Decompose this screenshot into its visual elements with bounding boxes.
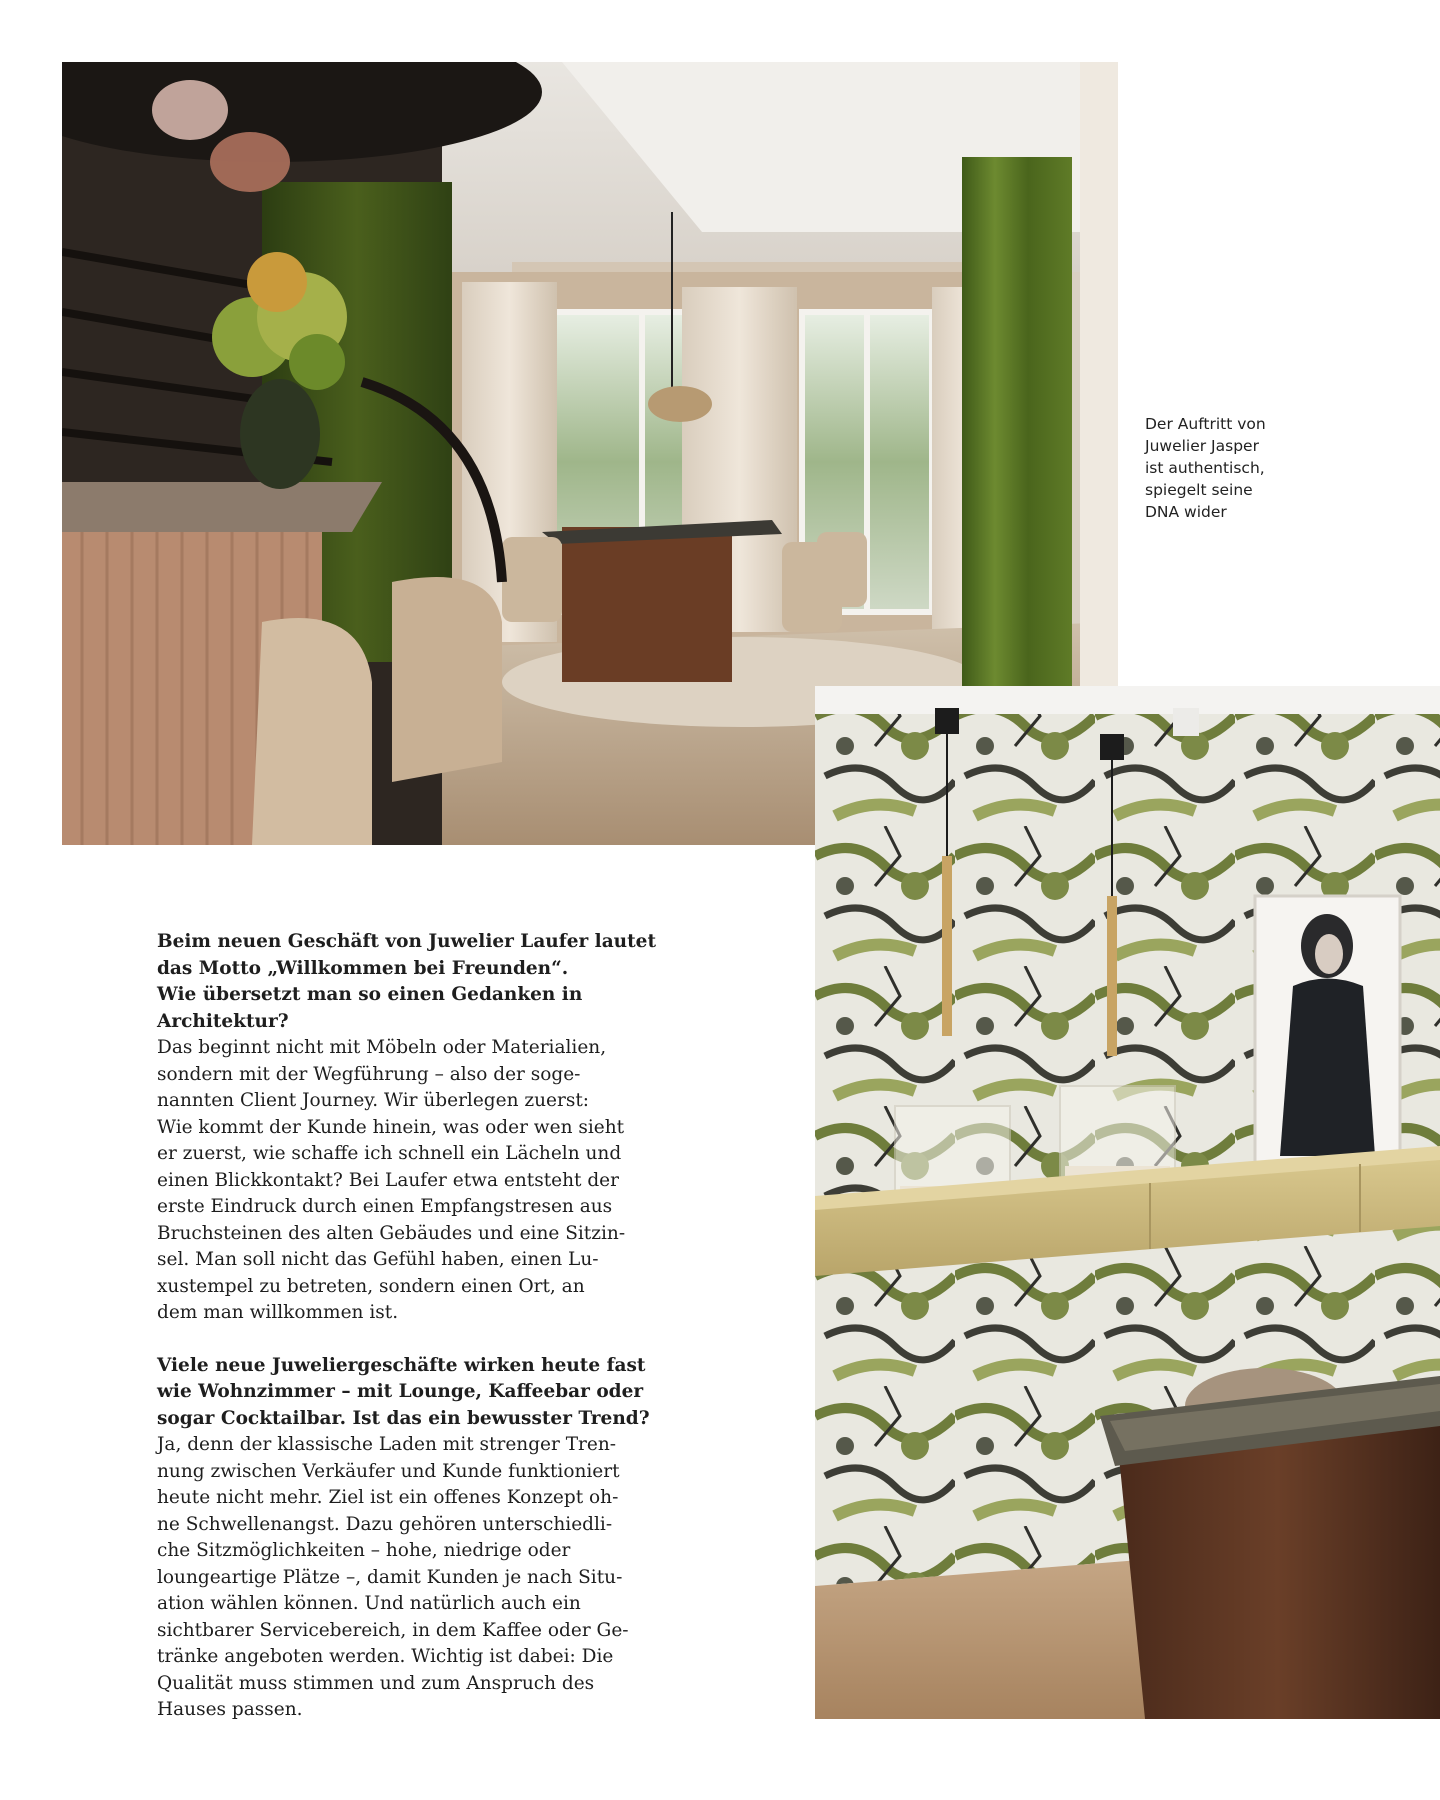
answer-line: Ja, denn der klassische Laden mit strenger Tren-: [157, 1434, 617, 1455]
question-line: Viele neue Juweliergeschäfte wirken heute fast: [157, 1354, 646, 1376]
answer-line: Hauses passen.: [157, 1699, 303, 1720]
answer-line: loungeartige Plätze –, damit Kunden je nach Situ-: [157, 1566, 623, 1588]
question-line: wie Wohnzimmer – mit Lounge, Kaffeebar oder: [157, 1381, 644, 1402]
interior-photo-marble-wall: [815, 686, 1440, 1719]
photo-caption: [1145, 413, 1295, 523]
caption-line: Der Auftritt von: [1145, 415, 1266, 433]
interview-article: [157, 929, 656, 1724]
paragraph-gap: [157, 1327, 627, 1353]
answer-line: Qualität muss stimmen und zum Anspruch des: [157, 1672, 595, 1694]
answer-line: nannten Client Journey. Wir überlegen zuerst:: [157, 1090, 589, 1111]
answer-line: Wie kommt der Kunde hinein, was oder wen sieht: [157, 1116, 625, 1138]
answer-line: er zuerst, wie schaffe ich schnell ein Lächeln und: [157, 1143, 622, 1164]
answer-line: sel. Man soll nicht das Gefühl haben, einen Lu-: [157, 1249, 599, 1270]
caption-line: DNA wider: [1145, 503, 1227, 521]
question-line: das Motto „Willkommen bei Freunden“.: [157, 957, 569, 979]
caption-line: Juwelier Jasper: [1145, 437, 1259, 455]
question-line: Architektur?: [157, 1010, 289, 1032]
answer-line: che Sitzmöglichkeiten – hohe, niedrige oder: [157, 1540, 571, 1561]
answer-line: xustempel zu betreten, sondern einen Ort, an: [157, 1275, 585, 1297]
question-1: [157, 929, 656, 1035]
answer-line: ation wählen können. Und natürlich auch ein: [157, 1593, 581, 1614]
question-2: [157, 1353, 650, 1433]
answer-line: heute nicht mehr. Ziel ist ein offenes Konzept oh-: [157, 1487, 619, 1508]
answer-line: einen Blickkontakt? Bei Laufer etwa entsteht der: [157, 1169, 619, 1191]
answer-line: tränke angeboten werden. Wichtig ist dabei: Die: [157, 1646, 614, 1667]
answer-line: sichtbarer Servicebereich, in dem Kaffee oder Ge-: [157, 1619, 629, 1641]
question-line: Beim neuen Geschäft von Juwelier Laufer lautet: [157, 931, 656, 952]
caption-line: ist authentisch,: [1145, 459, 1265, 477]
answer-line: sondern mit der Wegführung – also der soge-: [157, 1063, 581, 1085]
answer-line: Das beginnt nicht mit Möbeln oder Materialien,: [157, 1037, 607, 1058]
answer-line: ne Schwellenangst. Dazu gehören unterschiedli-: [157, 1513, 613, 1535]
answer-2: [157, 1432, 627, 1724]
answer-line: nung zwischen Verkäufer und Kunde funktioniert: [157, 1460, 620, 1482]
answer-line: erste Eindruck durch einen Empfangstresen aus: [157, 1196, 613, 1217]
question-line: sogar Cocktailbar. Ist das ein bewusster Trend?: [157, 1407, 650, 1429]
answer-line: Bruchsteinen des alten Gebäudes und eine Sitzin-: [157, 1222, 626, 1244]
caption-line: spiegelt seine: [1145, 481, 1253, 499]
question-line: Wie übersetzt man so einen Gedanken in: [157, 984, 583, 1005]
answer-1: [157, 1035, 627, 1327]
answer-line: dem man willkommen ist.: [157, 1302, 399, 1323]
